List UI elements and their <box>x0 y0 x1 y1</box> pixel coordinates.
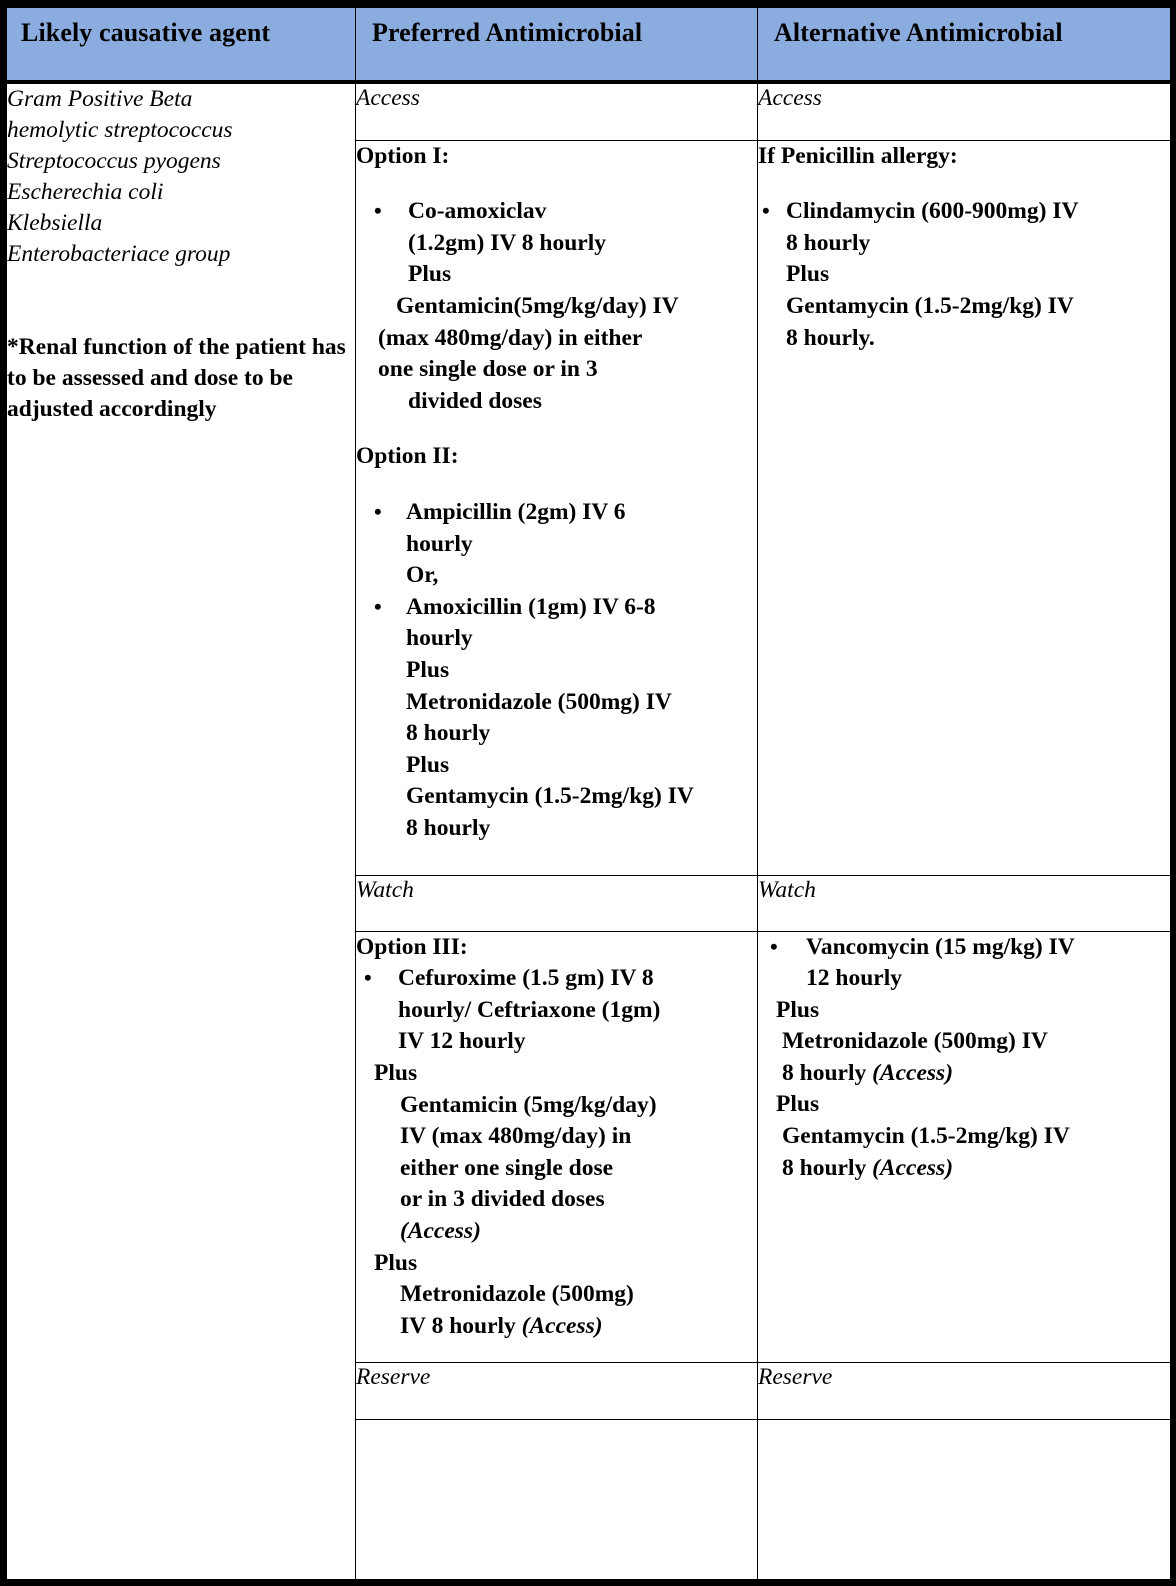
penicillin-allergy-title: If Penicillin allergy: <box>758 142 958 169</box>
list-item <box>758 932 1170 995</box>
organism-list <box>7 84 355 270</box>
spacer <box>356 473 757 497</box>
regimen-line: • Co-amoxiclav <box>408 198 547 225</box>
access-label-row <box>7 82 1171 140</box>
regimen-line: (1.2gm) IV 8 hourly <box>408 229 607 256</box>
spacer <box>356 417 757 441</box>
regimen-line-text: 8 hourly <box>782 1059 873 1086</box>
regimen-line <box>782 1153 1170 1185</box>
preferred-watch-label: Watch <box>356 875 758 931</box>
option-3-list <box>356 963 757 1058</box>
organism-line: Gram Positive Beta <box>7 86 193 112</box>
list-item <box>356 592 757 845</box>
regimen-line: Plus <box>408 261 452 288</box>
regimen-line: divided doses <box>408 387 542 414</box>
organism-line: Enterobacteriace group <box>7 241 231 268</box>
regimen-line: 8 hourly <box>406 720 491 747</box>
regimen-line: 8 hourly <box>786 229 871 256</box>
regimen-line: • Ampicillin (2gm) IV 6 <box>406 499 626 526</box>
regimen-line: Plus <box>406 657 450 684</box>
plus-connector: Plus <box>374 1249 418 1276</box>
spacer <box>758 172 1170 196</box>
regimen-line: hourly <box>406 625 473 652</box>
watch-alt-plus1-lines <box>758 1026 1170 1089</box>
regimen-line: (max 480mg/day) in either <box>378 324 643 351</box>
regimen-line: • Vancomycin (15 mg/kg) IV <box>806 933 1075 960</box>
regimen-line: 8 hourly. <box>786 324 875 351</box>
regimen-line: or in 3 divided doses <box>400 1186 605 1213</box>
awa-re-tag: (Access) <box>400 1217 481 1244</box>
regimen-line-text: IV 8 hourly <box>400 1312 522 1339</box>
regimen-line: • Amoxicillin (1gm) IV 6-8 <box>406 593 656 620</box>
column-header-alternative-antimicrobial: Alternative Antimicrobial <box>758 8 1171 83</box>
preferred-reserve-label: Reserve <box>356 1362 758 1419</box>
option-1-title: Option I: <box>356 142 450 169</box>
preferred-reserve-regimen-cell <box>356 1419 758 1583</box>
regimen-line: Metronidazole (500mg) <box>400 1281 634 1308</box>
alternative-access-label: Access <box>758 82 1171 140</box>
awa-re-tag: (Access) <box>872 1154 954 1181</box>
organism-line: hemolytic streptococcus <box>7 117 233 144</box>
organism-line: Escherechia coli <box>7 179 164 206</box>
option-3-title: Option III: <box>356 933 468 960</box>
regimen-line: Gentamycin (1.5-2mg/kg) IV <box>782 1123 1070 1150</box>
regimen-line <box>400 1311 757 1343</box>
table-header-row <box>7 8 1171 83</box>
preferred-watch-regimen-cell <box>356 931 758 1362</box>
regimen-line: IV 12 hourly <box>398 1028 526 1055</box>
spacer <box>356 172 757 196</box>
regimen-line: 12 hourly <box>806 965 902 992</box>
regimen-line-text: 8 hourly <box>782 1154 873 1181</box>
regimen-line: Gentamicin(5mg/kg/day) IV <box>396 293 679 319</box>
regimen-line: Metronidazole (500mg) IV <box>406 688 672 715</box>
plus-connector: Plus <box>776 996 820 1023</box>
regimen-line: Or, <box>406 562 439 589</box>
watch-alt-plus2-lines <box>758 1121 1170 1184</box>
alternative-reserve-label: Reserve <box>758 1362 1171 1419</box>
awa-re-tag: (Access) <box>872 1059 954 1086</box>
preferred-access-label: Access <box>356 82 758 140</box>
column-header-preferred-antimicrobial: Preferred Antimicrobial <box>356 8 758 83</box>
regimen-line: • Clindamycin (600-900mg) IV <box>786 198 1079 225</box>
regimen-line: hourly <box>406 530 473 557</box>
regimen-line: 8 hourly <box>406 815 491 842</box>
alternative-watch-regimen-cell <box>758 931 1171 1362</box>
option-2-title: Option II: <box>356 443 459 470</box>
alternative-watch-label: Watch <box>758 875 1171 931</box>
antimicrobial-guideline-table <box>6 7 1171 1584</box>
regimen-line: Plus <box>406 751 450 778</box>
organism-line: Streptococcus pyogens <box>7 148 221 175</box>
renal-function-note: *Renal function of the patient has to be assessed and dose to be adjusted accordingly <box>7 334 346 423</box>
option-1-list <box>356 196 757 417</box>
awa-re-tag: (Access) <box>521 1312 603 1339</box>
regimen-line: IV (max 480mg/day) in <box>400 1123 632 1150</box>
causative-agent-cell <box>7 82 356 1583</box>
list-item <box>356 963 757 1058</box>
regimen-line: • Cefuroxime (1.5 gm) IV 8 <box>398 965 654 992</box>
alternative-reserve-regimen-cell <box>758 1419 1171 1583</box>
alternative-access-regimen-cell <box>758 140 1171 875</box>
penicillin-allergy-list <box>758 196 1170 354</box>
list-item <box>356 497 757 592</box>
watch-alternative-list <box>758 932 1170 995</box>
preferred-access-regimen-cell <box>356 140 758 875</box>
regimen-line: Gentamycin (1.5-2mg/kg) IV <box>786 293 1074 319</box>
column-header-causative-agent: Likely causative agent <box>7 8 356 83</box>
option-2-list <box>356 497 757 845</box>
regimen-line: Metronidazole (500mg) IV <box>782 1028 1048 1055</box>
organism-line: Klebsiella <box>7 210 103 237</box>
regimen-line: either one single dose <box>400 1154 614 1181</box>
regimen-line <box>782 1058 1170 1090</box>
regimen-line: Plus <box>786 261 830 288</box>
regimen-line: Gentamicin (5mg/kg/day) <box>400 1091 657 1118</box>
list-item <box>356 196 757 417</box>
regimen-line: hourly/ Ceftriaxone (1gm) <box>398 996 661 1023</box>
option-3-plus2-lines <box>356 1279 757 1342</box>
list-item <box>758 196 1170 354</box>
plus-connector: Plus <box>776 1091 820 1118</box>
regimen-line: one single dose or in 3 <box>378 356 598 383</box>
plus-connector: Plus <box>374 1060 418 1086</box>
option-3-plus1-lines <box>356 1090 757 1248</box>
regimen-line: Gentamycin (1.5-2mg/kg) IV <box>406 783 694 810</box>
